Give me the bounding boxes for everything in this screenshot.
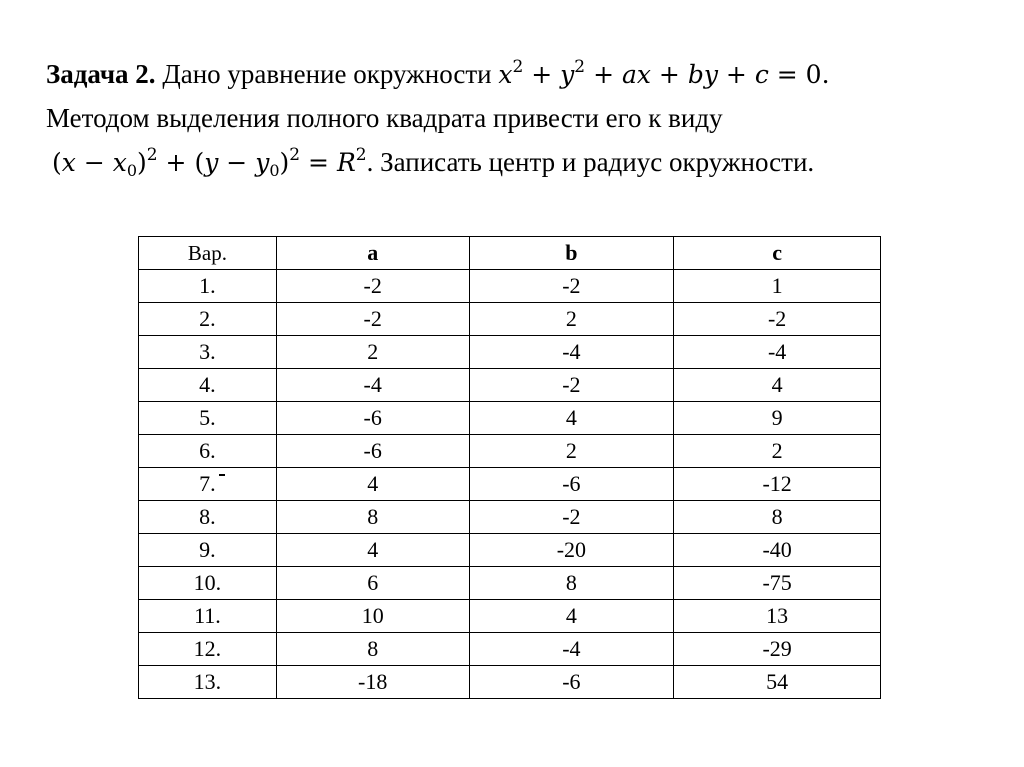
variant-cell	[139, 468, 277, 501]
header-variant: Вар.	[139, 237, 277, 270]
table-row	[139, 270, 881, 303]
b-cell: 8	[469, 567, 674, 600]
circle-equation: $x^2 + y^2$ + ax + by + c = 0.	[498, 57, 830, 89]
variants-table	[138, 236, 881, 699]
a-cell: -6	[276, 402, 469, 435]
task-line-1	[46, 52, 1016, 96]
a-cell: -2	[276, 270, 469, 303]
c-cell: 4	[674, 369, 881, 402]
variant-cell: 10.	[139, 567, 277, 600]
table-row	[139, 435, 881, 468]
task-statement	[46, 52, 1016, 184]
b-cell: -20	[469, 534, 674, 567]
variant-cell: 6.	[139, 435, 277, 468]
task-label: Задача 2.	[46, 59, 156, 89]
c-cell: 54	[674, 666, 881, 699]
b-cell: -2	[469, 369, 674, 402]
table-row	[139, 402, 881, 435]
canonical-equation: $(x - x_0)^2 + (y - y_0)^2 = R^2$	[52, 145, 367, 180]
table-row	[139, 336, 881, 369]
c-cell: -29	[674, 633, 881, 666]
variant-cell: 8.	[139, 501, 277, 534]
b-cell: -6	[469, 666, 674, 699]
c-cell: -2	[674, 303, 881, 336]
a-cell: 2	[276, 336, 469, 369]
a-cell: 10	[276, 600, 469, 633]
table-row	[139, 501, 881, 534]
b-cell: 2	[469, 303, 674, 336]
variant-cell: 2.	[139, 303, 277, 336]
table-row	[139, 633, 881, 666]
a-cell: 4	[276, 534, 469, 567]
table-row	[139, 303, 881, 336]
table-row	[139, 600, 881, 633]
a-cell: -4	[276, 369, 469, 402]
b-cell: 4	[469, 600, 674, 633]
table-header-row	[139, 237, 881, 270]
task-text-1: Дано уравнение окружности	[155, 59, 499, 89]
c-cell: -75	[674, 567, 881, 600]
header-a: a	[276, 237, 469, 270]
c-cell: -12	[674, 468, 881, 501]
table-row	[139, 534, 881, 567]
variant-cell: 9.	[139, 534, 277, 567]
a-cell: -18	[276, 666, 469, 699]
table-row	[139, 567, 881, 600]
variant-cell: 1.	[139, 270, 277, 303]
table-row	[139, 666, 881, 699]
b-cell: 4	[469, 402, 674, 435]
a-cell: 8	[276, 501, 469, 534]
b-cell: -6	[469, 468, 674, 501]
c-cell: -4	[674, 336, 881, 369]
c-cell: 13	[674, 600, 881, 633]
variant-cell: 4.	[139, 369, 277, 402]
a-cell: -2	[276, 303, 469, 336]
c-cell: -40	[674, 534, 881, 567]
variant-cell: 5.	[139, 402, 277, 435]
b-cell: -2	[469, 270, 674, 303]
header-b: b	[469, 237, 674, 270]
a-cell: -6	[276, 435, 469, 468]
a-cell: 4	[276, 468, 469, 501]
variant-cell: 11.	[139, 600, 277, 633]
task-line-2: Методом выделения полного квадрата привести его к виду	[46, 103, 723, 133]
table-row	[139, 468, 881, 501]
a-cell: 8	[276, 633, 469, 666]
task-text-3: . Записать центр и радиус окружности.	[366, 147, 815, 177]
header-c: c	[674, 237, 881, 270]
b-cell: -2	[469, 501, 674, 534]
c-cell: 2	[674, 435, 881, 468]
a-cell: 6	[276, 567, 469, 600]
task-line-3	[46, 140, 1016, 184]
variant-cell: 12.	[139, 633, 277, 666]
c-cell: 1	[674, 270, 881, 303]
b-cell: -4	[469, 336, 674, 369]
table-row	[139, 369, 881, 402]
c-cell: 9	[674, 402, 881, 435]
b-cell: -4	[469, 633, 674, 666]
b-cell: 2	[469, 435, 674, 468]
variant-cell: 3.	[139, 336, 277, 369]
variant-cell: 13.	[139, 666, 277, 699]
c-cell: 8	[674, 501, 881, 534]
variant-label: 7.	[199, 471, 216, 496]
